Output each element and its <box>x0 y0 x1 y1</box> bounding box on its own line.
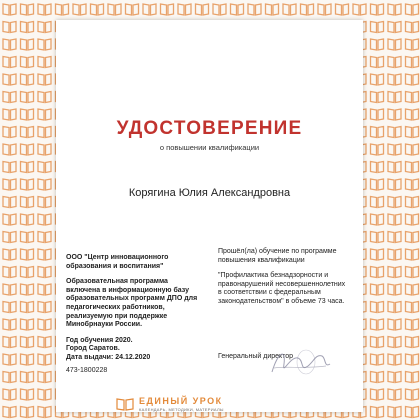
pattern-book-icon <box>371 109 384 120</box>
pattern-book-icon <box>21 249 34 260</box>
pattern-book-icon <box>406 319 419 330</box>
certificate-subtitle: о повышении квалификации <box>159 143 260 152</box>
pattern-book-icon <box>388 267 401 278</box>
pattern-book-icon <box>388 337 401 348</box>
pattern-book-icon <box>388 127 401 138</box>
pattern-book-icon <box>371 267 384 278</box>
pattern-book-icon <box>406 39 419 50</box>
pattern-book-icon <box>38 57 51 68</box>
pattern-book-icon <box>38 109 51 120</box>
pattern-book-icon <box>3 372 16 383</box>
pattern-book-icon <box>371 39 384 50</box>
training-year: Год обучения 2020. <box>66 336 133 344</box>
pattern-book-icon <box>143 4 156 15</box>
pattern-book-icon <box>3 197 16 208</box>
pattern-book-icon <box>21 4 34 15</box>
pattern-book-icon <box>388 109 401 120</box>
pattern-book-icon <box>21 74 34 85</box>
pattern-book-icon <box>21 354 34 365</box>
pattern-book-icon <box>38 144 51 155</box>
pattern-book-icon <box>21 337 34 348</box>
training-city: Город Саратов. <box>66 345 120 353</box>
pattern-book-icon <box>3 162 16 173</box>
pattern-book-icon <box>3 57 16 68</box>
pattern-book-icon <box>21 92 34 103</box>
pattern-book-icon <box>266 4 279 15</box>
pattern-book-icon <box>38 197 51 208</box>
pattern-book-icon <box>371 214 384 225</box>
pattern-book-icon <box>3 232 16 243</box>
pattern-book-icon <box>406 127 419 138</box>
pattern-book-icon <box>21 39 34 50</box>
pattern-book-icon <box>21 162 34 173</box>
pattern-book-icon <box>388 407 401 418</box>
pattern-book-icon <box>388 214 401 225</box>
pattern-book-icon <box>21 407 34 418</box>
pattern-book-icon <box>3 267 16 278</box>
recipient-name: Корягина Юлия Александровна <box>128 187 291 199</box>
pattern-book-icon <box>371 302 384 313</box>
pattern-book-icon <box>406 4 419 15</box>
pattern-book-icon <box>21 302 34 313</box>
pattern-book-icon <box>21 57 34 68</box>
pattern-book-icon <box>178 4 191 15</box>
pattern-book-icon <box>371 92 384 103</box>
pattern-book-icon <box>38 214 51 225</box>
pattern-book-icon <box>406 372 419 383</box>
pattern-book-icon <box>3 22 16 33</box>
pattern-book-icon <box>21 109 34 120</box>
pattern-book-icon <box>3 144 16 155</box>
pattern-book-icon <box>21 127 34 138</box>
registration-number: 473-1800228 <box>66 366 108 374</box>
pattern-book-icon <box>38 92 51 103</box>
pattern-book-icon <box>388 197 401 208</box>
pattern-book-icon <box>388 249 401 260</box>
pattern-book-icon <box>3 127 16 138</box>
pattern-book-icon <box>38 389 51 400</box>
pattern-book-icon <box>406 57 419 68</box>
pattern-book-icon <box>196 4 209 15</box>
pattern-book-icon <box>38 22 51 33</box>
director-label: Генеральный директор <box>218 353 294 360</box>
pattern-book-icon <box>371 57 384 68</box>
pattern-book-icon <box>38 162 51 173</box>
pattern-book-icon <box>388 57 401 68</box>
pattern-book-icon <box>21 372 34 383</box>
pattern-book-icon <box>21 389 34 400</box>
pattern-book-icon <box>21 319 34 330</box>
pattern-book-icon <box>406 144 419 155</box>
pattern-book-icon <box>21 197 34 208</box>
pattern-book-icon <box>301 4 314 15</box>
pattern-book-icon <box>406 22 419 33</box>
book-logo-icon <box>116 397 134 411</box>
pattern-book-icon <box>406 407 419 418</box>
pattern-book-icon <box>388 162 401 173</box>
pattern-book-icon <box>406 354 419 365</box>
pattern-book-icon <box>406 302 419 313</box>
pattern-book-icon <box>38 249 51 260</box>
pattern-book-icon <box>388 74 401 85</box>
pattern-book-icon <box>3 179 16 190</box>
pattern-book-icon <box>3 319 16 330</box>
pattern-book-icon <box>91 4 104 15</box>
pattern-book-icon <box>371 74 384 85</box>
pattern-book-icon <box>388 372 401 383</box>
pattern-book-icon <box>388 22 401 33</box>
pattern-book-icon <box>388 319 401 330</box>
pattern-book-icon <box>388 4 401 15</box>
pattern-book-icon <box>371 197 384 208</box>
pattern-book-icon <box>3 109 16 120</box>
pattern-book-icon <box>3 407 16 418</box>
program-note: Образовательная программа включена в информационную базу образовательных программ ДПО для педагогических работников, реализуемую при поддержке Минобрнауки России. <box>66 278 198 329</box>
pattern-book-icon <box>406 284 419 295</box>
pattern-book-icon <box>3 284 16 295</box>
pattern-book-icon <box>3 214 16 225</box>
pattern-book-icon <box>38 319 51 330</box>
pattern-book-icon <box>161 4 174 15</box>
pattern-book-icon <box>3 249 16 260</box>
pattern-book-icon <box>38 354 51 365</box>
pattern-book-icon <box>406 92 419 103</box>
pattern-book-icon <box>406 337 419 348</box>
pattern-book-icon <box>3 354 16 365</box>
pattern-book-icon <box>388 354 401 365</box>
pattern-book-icon <box>371 319 384 330</box>
pattern-book-icon <box>38 4 51 15</box>
pattern-book-icon <box>21 22 34 33</box>
pattern-book-icon <box>406 74 419 85</box>
program-title: "Профилактика безнадзорности и правонарушений несовершеннолетних в соответствии с федеральным законодательством" в объеме 73 часа. <box>218 272 346 305</box>
pattern-book-icon <box>38 407 51 418</box>
pattern-book-icon <box>406 249 419 260</box>
pattern-book-icon <box>3 4 16 15</box>
pattern-book-icon <box>73 4 86 15</box>
logo-name: ЕДИНЫЙ УРОК <box>139 396 223 406</box>
pattern-book-icon <box>406 197 419 208</box>
pattern-book-icon <box>38 372 51 383</box>
pattern-book-icon <box>38 179 51 190</box>
pattern-book-icon <box>21 232 34 243</box>
pattern-book-icon <box>406 214 419 225</box>
issue-date: Дата выдачи: 24.12.2020 <box>66 353 151 361</box>
brand-logo <box>116 396 224 412</box>
pattern-book-icon <box>406 162 419 173</box>
pattern-book-icon <box>371 407 384 418</box>
pattern-book-icon <box>371 284 384 295</box>
pattern-book-icon <box>371 232 384 243</box>
pattern-book-icon <box>38 127 51 138</box>
pattern-book-icon <box>353 4 366 15</box>
pattern-book-icon <box>371 162 384 173</box>
pattern-book-icon <box>21 214 34 225</box>
pattern-book-icon <box>371 22 384 33</box>
pattern-book-icon <box>371 4 384 15</box>
pattern-book-icon <box>371 372 384 383</box>
pattern-book-icon <box>388 389 401 400</box>
certificate <box>56 20 363 412</box>
pattern-book-icon <box>108 4 121 15</box>
pattern-book-icon <box>38 302 51 313</box>
pattern-book-icon <box>248 4 261 15</box>
pattern-book-icon <box>371 249 384 260</box>
pattern-book-icon <box>21 267 34 278</box>
pattern-book-icon <box>3 39 16 50</box>
pattern-book-icon <box>371 179 384 190</box>
pattern-book-icon <box>38 39 51 50</box>
director-signature <box>264 342 334 382</box>
pattern-book-icon <box>3 302 16 313</box>
pattern-book-icon <box>3 337 16 348</box>
pattern-book-icon <box>371 354 384 365</box>
issuer-info <box>66 254 204 375</box>
pattern-book-icon <box>231 4 244 15</box>
training-info <box>218 248 348 314</box>
pattern-book-icon <box>38 232 51 243</box>
training-intro: Прошёл(ла) обучение по программе повышения квалификации <box>218 248 337 264</box>
pattern-book-icon <box>406 109 419 120</box>
pattern-book-icon <box>406 267 419 278</box>
pattern-book-icon <box>388 39 401 50</box>
pattern-book-icon <box>38 284 51 295</box>
pattern-book-icon <box>406 179 419 190</box>
pattern-book-icon <box>283 4 296 15</box>
logo-tagline: КАЛЕНДАРЬ, МЕТОДИКИ, МАТЕРИАЛЫ <box>139 407 224 412</box>
pattern-book-icon <box>388 302 401 313</box>
pattern-book-icon <box>371 127 384 138</box>
pattern-book-icon <box>388 284 401 295</box>
pattern-book-icon <box>388 179 401 190</box>
pattern-book-icon <box>371 389 384 400</box>
pattern-book-icon <box>21 144 34 155</box>
pattern-book-icon <box>318 4 331 15</box>
pattern-book-icon <box>371 337 384 348</box>
pattern-book-icon <box>56 4 69 15</box>
pattern-book-icon <box>388 232 401 243</box>
pattern-book-icon <box>126 4 139 15</box>
pattern-book-icon <box>38 74 51 85</box>
certificate-title: УДОСТОВЕРЕНИЕ <box>116 118 303 139</box>
organization-name: ООО "Центр инновационного образования и воспитания" <box>66 254 169 270</box>
pattern-book-icon <box>406 232 419 243</box>
pattern-book-icon <box>3 389 16 400</box>
pattern-book-icon <box>38 267 51 278</box>
pattern-book-icon <box>213 4 226 15</box>
pattern-book-icon <box>38 337 51 348</box>
pattern-book-icon <box>388 144 401 155</box>
pattern-book-icon <box>21 284 34 295</box>
pattern-book-icon <box>3 92 16 103</box>
pattern-book-icon <box>371 144 384 155</box>
pattern-book-icon <box>388 92 401 103</box>
pattern-book-icon <box>406 389 419 400</box>
pattern-book-icon <box>336 4 349 15</box>
pattern-book-icon <box>3 74 16 85</box>
pattern-book-icon <box>21 179 34 190</box>
